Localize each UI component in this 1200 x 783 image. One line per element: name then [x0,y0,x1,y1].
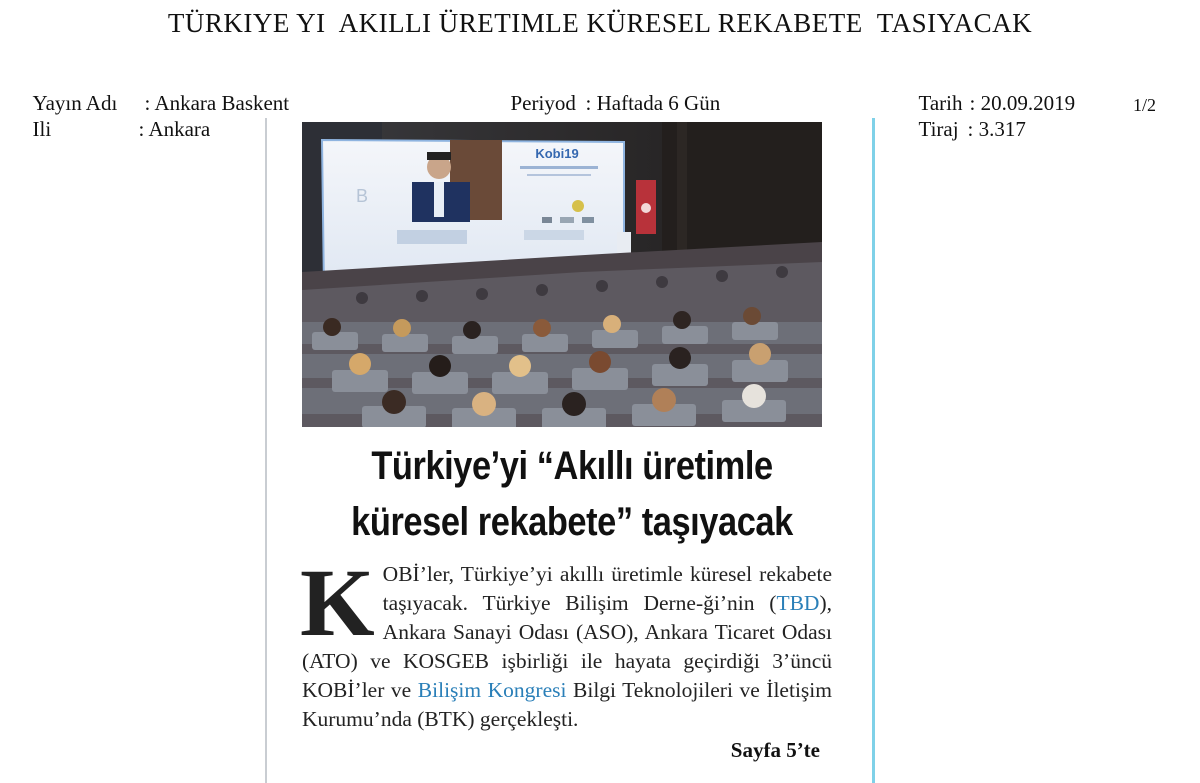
meta-ili-label: Ili [32,117,52,141]
body-highlight-kongre: Bilişim Kongresi [417,678,567,702]
meta-periyod-value: Haftada 6 Gün [596,91,721,115]
drop-cap: K [300,549,375,656]
meta-tarih-value: 20.09.2019 [980,91,1076,115]
meta-periyod: Periyod : Haftada 6 Gün [510,91,721,115]
screen-brand: Kobi19 [535,146,579,161]
meta-ili-value: Ankara [148,117,211,141]
meta-tiraj-value: 3.317 [978,117,1026,141]
screen-letter: B [356,186,369,206]
newspaper-clipping [265,118,875,783]
page-count: 1/2 [1133,95,1157,115]
meta-tiraj-label: Tiraj [918,117,959,141]
meta-tarih: Tarih : 20.09.2019 [918,91,1076,115]
meta-tiraj: Tiraj : 3.317 [918,117,1026,141]
body-text-2: ), Ankara Sanayi Odası (ASO), Ankara Ticaret Odası (ATO) ve KOSGEB işbirliği ile hayata geçirdiği 3’üncü KOBİ’ler ve [302,591,832,702]
headline-line-2: küresel rekabete” taşıyacak [351,500,793,544]
meta-yayin: Yayın Adı : Ankara Baskent [32,91,290,115]
body-text-1: OBİ’ler, Türkiye’yi akıllı üretimle küresel rekabete taşıyacak. Türkiye Bilişim Derne-ği’nin ( [382,562,832,615]
headline-line-1: Türkiye’yi “Akıllı üretimle [371,444,773,488]
meta-tarih-label: Tarih [918,91,963,115]
meta-ili: Ili : Ankara [32,117,211,141]
meta-periyod-label: Periyod [510,91,576,115]
body-text-3: Bilgi Teknolojileri ve İletişim Kurumu’nda (BTK) gerçekleşti. [302,678,832,731]
body-highlight-tbd: TBD [776,591,820,615]
article-body [300,549,832,734]
meta-yayin-label: Yayın Adı [32,91,118,115]
meta-yayin-value: Ankara Baskent [154,91,290,115]
conference-photo [302,122,822,427]
continue-page-ref: Sayfa 5’te [730,738,820,762]
document-title: TÜRKIYE YI AKILLI ÜRETIMLE KÜRESEL REKABETE TASIYACAK [167,8,1033,38]
